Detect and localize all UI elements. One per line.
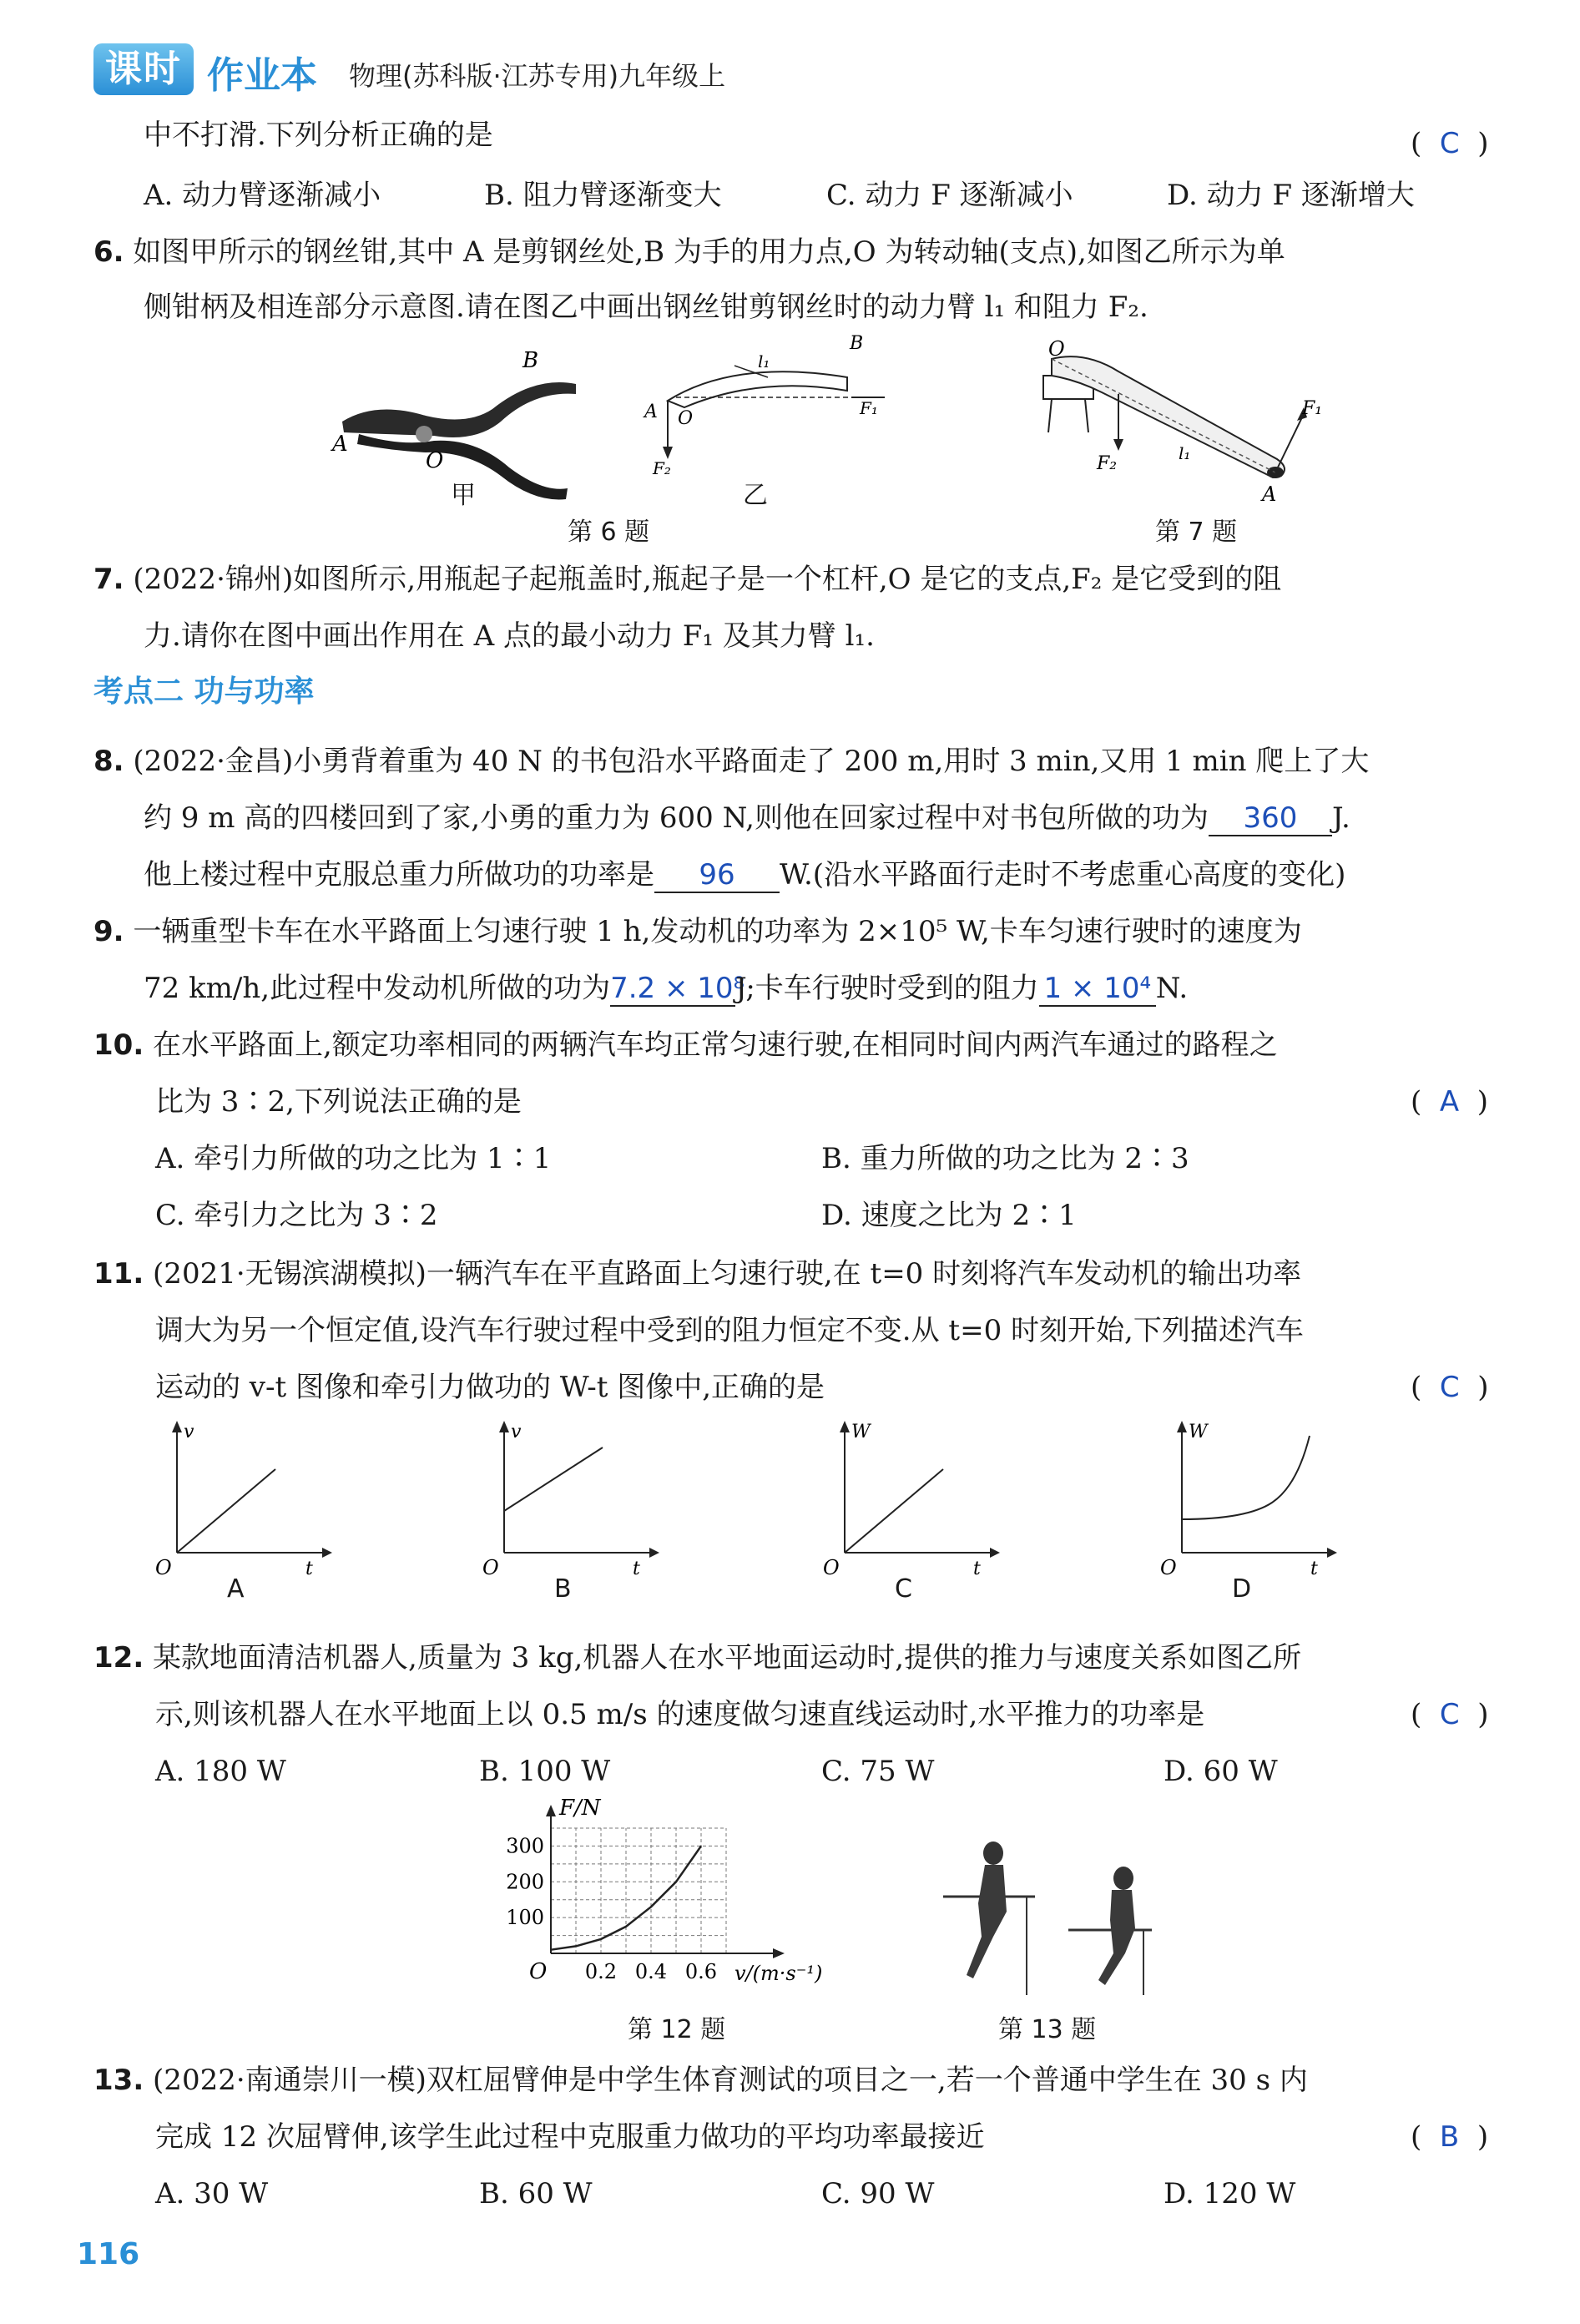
fv-chart [492,1795,876,2003]
lever-arm [668,371,847,407]
graph-c-ylabel: W [851,1422,871,1442]
q8-text2a: 约 9 m 高的四楼回到了家,小勇的重力为 600 N,则他在回家过程中对书包所做的功为 [144,801,1209,835]
q8-line2 [144,800,1350,836]
fv-chart-x-arrow [773,1948,785,1958]
fig12-caption: 第 12 题 [628,2015,726,2044]
q10-line2: 比为 3∶2,下列说法正确的是 [155,1085,522,1119]
q10-option-c: C. 牵引力之比为 3∶2 [155,1199,438,1232]
q12-option-b: B. 100 W [479,1755,611,1788]
q10-text1: 在水平路面上,额定功率相同的两辆汽车均正常匀速行驶,在相同时间内两汽车通过的路程之 [153,1028,1278,1062]
person-left-body [967,1865,1007,1978]
q11-text1: (2021·无锡滨湖模拟)一辆汽车在平直路面上匀速行驶,在 t=0 时刻将汽车发动机的输出功率 [153,1257,1302,1291]
q5-answer: C [1439,127,1460,160]
q7-text1: (2022·锦州)如图所示,用瓶起子起瓶盖时,瓶起子是一个杠杆,O 是它的支点,F₂ 是它受到的阻 [133,563,1282,596]
q12-option-c: C. 75 W [821,1755,935,1788]
opener-label-f1: F₁ [1302,398,1323,419]
graph-d-x-arrow [1327,1548,1337,1558]
graph-a [150,1419,334,1578]
q10-number: 10. [93,1028,144,1062]
graph-a-ylabel: v [184,1422,194,1442]
graph-d [1155,1419,1339,1578]
q9-text1: 一辆重型卡车在水平路面上匀速行驶 1 h,发动机的功率为 2×10⁵ W,卡车匀速行驶时的速度为 [133,915,1302,948]
opener-f1-arrow [1275,417,1302,472]
q8-answer-2: 96 [654,858,780,893]
graph-c-label: C [895,1574,912,1604]
q12-text1: 某款地面清洁机器人,质量为 3 kg,机器人在水平地面运动时,提供的推力与速度关系如图乙所 [153,1641,1302,1675]
q8-line3 [144,856,1345,893]
q13-answer: B [1439,2120,1460,2154]
q10-option-b: B. 重力所做的功之比为 2∶3 [821,1142,1189,1175]
fv-chart-origin: O [529,1959,548,1984]
q10-line1 [93,1027,1278,1063]
header-brand: 作业本 [207,54,317,97]
parallel-bars-figure [926,1836,1177,2003]
header-logo: 课时 [93,43,194,95]
q12-answer: C [1439,1698,1460,1731]
q12-number: 12. [93,1641,144,1675]
pliers-label-o: O [426,448,444,473]
fv-chart-x-ticks [585,1960,717,1983]
q8-answer-1: 360 [1209,801,1332,836]
q5-option-a: A. 动力臂逐渐减小 [144,179,381,212]
graph-d-y-arrow [1177,1421,1187,1432]
fig6-label-jia: 甲 [451,481,476,510]
q8-text1: (2022·金昌)小勇背着重为 40 N 的书包沿水平路面走了 200 m,用时 3 min,又用 1 min 爬上了大 [133,745,1370,778]
q5-answer-paren: ( C ) [1411,127,1489,160]
graph-b-ylabel: v [511,1422,522,1442]
q7-line1 [93,561,1281,598]
q10-option-d: D. 速度之比为 2∶1 [821,1199,1077,1232]
person-right-head [1113,1867,1133,1890]
graph-b-xlabel: t [633,1559,640,1578]
graph-d-ylabel: W [1189,1422,1208,1442]
yi-label-o: O [678,408,694,429]
q5-line1: 中不打滑.下列分析正确的是 [144,119,493,152]
q9-line2 [144,970,1188,1007]
q11-line3: 运动的 v-t 图像和牵引力做功的 W-t 图像中,正确的是 [155,1371,825,1404]
q9-line1 [93,913,1302,950]
q7-number: 7. [93,563,124,596]
fig13-caption: 第 13 题 [998,2015,1097,2044]
opener-f2-arrowhead [1113,439,1123,451]
q12-answer-paren: ( C ) [1411,1698,1489,1731]
graph-c [818,1419,1002,1578]
q9-answer-1: 7.2 × 10⁸ [610,972,745,1005]
fv-chart-y-arrow [546,1805,556,1816]
yi-label-l1: l₁ [758,351,770,371]
graph-b-y-arrow [499,1421,509,1432]
graph-b-curve [504,1447,603,1511]
fv-y-tick-label: 100 [506,1906,544,1930]
graph-a-origin: O [155,1556,172,1578]
fig7-caption: 第 7 题 [1155,518,1238,547]
graph-a-x-arrow [322,1548,332,1558]
graph-c-y-arrow [840,1421,850,1432]
q10-option-a: A. 牵引力所做的功之比为 1∶1 [155,1142,552,1175]
q13-answer-paren: ( B ) [1411,2120,1489,2154]
opener-label-l1: l₁ [1179,443,1191,463]
section-2-heading: 考点二 功与功率 [93,674,315,709]
q13-option-b: B. 60 W [479,2177,593,2210]
q8-line1 [93,743,1369,780]
fig6-label-yi: 乙 [743,481,768,510]
person-right-body [1098,1890,1135,1985]
q13-text1: (2022·南通崇川一模)双杠屈臂伸是中学生体育测试的项目之一,若一个普通中学生在 30 s 内 [153,2064,1308,2097]
lever-diagram-yi [609,326,885,493]
fv-chart-y-ticks [506,1834,544,1929]
bottle-leg-1 [1048,399,1052,432]
q10-answer: A [1439,1085,1460,1119]
q12-option-d: D. 60 W [1164,1755,1278,1788]
q9-text2c: N. [1155,972,1189,1005]
q13-option-a: A. 30 W [155,2177,269,2210]
fig6-caption: 第 6 题 [568,518,650,547]
lever-f2-arrowhead [663,447,673,459]
q13-line2: 完成 12 次屈臂伸,该学生此过程中克服重力做功的平均功率最接近 [155,2120,985,2154]
yi-label-b: B [850,333,864,354]
graph-c-xlabel: t [973,1559,981,1578]
q11-number: 11. [93,1257,144,1291]
yi-label-a: A [644,402,658,422]
graph-c-x-arrow [990,1548,1000,1558]
q13-line1 [93,2062,1308,2099]
graph-a-label: A [227,1574,245,1604]
graph-c-curve [845,1469,943,1553]
pliers-label-a: A [332,432,348,457]
q6-number: 6. [93,235,124,269]
fv-y-tick-label: 300 [506,1834,544,1858]
graph-a-curve [177,1469,275,1553]
person-left-head [983,1842,1003,1865]
yi-label-f1: F₁ [860,398,878,418]
graph-a-xlabel: t [305,1559,313,1578]
graph-b [477,1419,661,1578]
opener-label-o: O [1048,337,1065,361]
q6-text1: 如图甲所示的钢丝钳,其中 A 是剪钢丝处,B 为手的用力点,O 为转动轴(支点),如图乙所示为单 [133,235,1285,269]
graph-d-xlabel: t [1310,1559,1318,1578]
q9-text2b: J;卡车行驶时受到的阻力 [735,972,1039,1005]
q12-line1 [93,1639,1301,1676]
q7-line2: 力.请你在图中画出作用在 A 点的最小动力 F₁ 及其力臂 l₁. [144,619,875,653]
q6-line1 [93,234,1285,270]
q12-option-a: A. 180 W [155,1755,286,1788]
q9-number: 9. [93,915,124,948]
graph-c-origin: O [823,1556,840,1578]
fv-x-tick-label: 0.4 [634,1960,668,1983]
fv-chart-ylabel: F/N [559,1796,601,1821]
q11-answer: C [1439,1371,1460,1404]
q6-line2: 侧钳柄及相连部分示意图.请在图乙中画出钢丝钳剪钢丝时的动力臂 l₁ 和阻力 F₂. [144,290,1148,324]
q9-answer-2: 1 × 10⁴ [1039,972,1156,1007]
q5-option-b: B. 阻力臂逐渐变大 [484,179,722,212]
q13-option-d: D. 120 W [1164,2177,1296,2210]
page-number: 116 [77,2237,140,2271]
graph-d-label: D [1232,1574,1252,1604]
fv-chart-xlabel: v/(m·s⁻¹) [734,1962,823,1985]
graph-b-origin: O [482,1556,499,1578]
q11-line2: 调大为另一个恒定值,设汽车行驶过程中受到的阻力恒定不变.从 t=0 时刻开始,下列描述汽车 [155,1314,1304,1347]
bottle-opener-figure [1035,334,1335,509]
pliers-upper-handle [342,382,576,437]
opener-label-f2: F₂ [1097,453,1118,474]
q12-line2: 示,则该机器人在水平地面上以 0.5 m/s 的速度做匀速直线运动时,水平推力的功率是 [155,1698,1205,1731]
q8-text3a: 他上楼过程中克服总重力所做功的功率是 [144,858,654,892]
graph-d-origin: O [1160,1556,1177,1578]
graph-b-label: B [554,1574,572,1604]
q8-text3b: W.(沿水平路面行走时不考虑重心高度的变化) [780,858,1346,892]
graph-d-curve [1182,1436,1310,1519]
q11-line1 [93,1255,1301,1292]
q8-number: 8. [93,745,124,778]
fv-y-tick-label: 200 [506,1870,544,1894]
q5-option-d: D. 动力 F 逐渐增大 [1167,179,1415,212]
opener-label-a: A [1262,482,1277,506]
fv-x-tick-label: 0.2 [584,1960,618,1983]
q9-text2a: 72 km/h,此过程中发动机所做的功为 [144,972,611,1005]
q13-number: 13. [93,2064,144,2097]
q11-answer-paren: ( C ) [1411,1371,1489,1404]
pliers-label-b: B [522,348,539,373]
pliers-pivot [416,426,432,442]
q13-option-c: C. 90 W [821,2177,935,2210]
fv-x-tick-label: 0.6 [684,1960,718,1983]
bottle-leg-2 [1085,399,1088,432]
q10-answer-paren: ( A ) [1411,1085,1489,1119]
q5-option-c: C. 动力 F 逐渐减小 [826,179,1073,212]
yi-label-f2: F₂ [653,458,671,478]
header-subtitle: 物理(苏科版·江苏专用)九年级上 [349,60,726,92]
graph-b-x-arrow [649,1548,659,1558]
q8-text2b: J. [1332,801,1350,835]
graph-a-y-arrow [172,1421,182,1432]
